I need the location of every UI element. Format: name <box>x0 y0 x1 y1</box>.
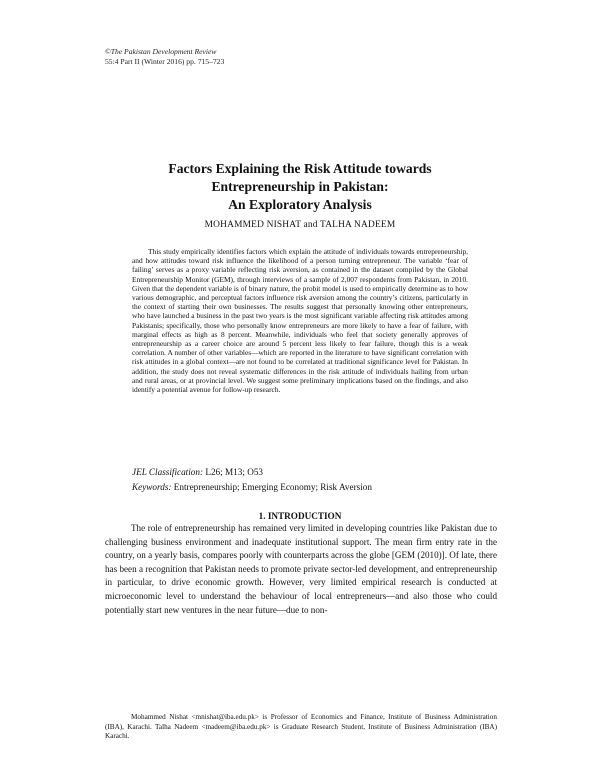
keywords-value: Entrepreneurship; Emerging Economy; Risk Aversion <box>171 482 372 492</box>
jel-classification <box>132 467 482 477</box>
title-line-1: Factors Explaining the Risk Attitude towards <box>168 161 432 176</box>
author-line: MOHAMMED NISHAT and TALHA NADEEM <box>204 220 396 230</box>
abstract: This study empirically identifies factors which explain the attitude of individuals towards entrepreneurship, and how attitudes toward risk influence the likelihood of a person turning entrepreneur. The variable ‘fear of failing’ serves as a proxy variable reflecting risk aversion, as contained in the dataset compiled by the Global Entrepreneurship Monitor (GEM), through interviews of a sample of 2,007 respondents from Pakistan, in 2010. Given that the dependent variable is of binary nature, the probit model is used to empirically determine as to how various demographic, and perceptual factors influence risk aversion among the country’s citizens, particularly in the context of starting their own businesses. The results suggest that personally knowing other entrepreneurs, who have launched a business in the past two years is the most significant variable affecting risk attitudes among Pakistanis; specifically, those who personally know entrepreneurs are more likely to have a fear of failure, with marginal effects as high as 8 percent. Meanwhile, individuals who feel that society generally approves of entrepreneurship as a career choice are around 5 percent less likely to fear failure, though this is a weak correlation. A number of other variables—which are reported in the literature to have significant correlation with risk attitudes in a global context—are not found to be correlated at traditional significance level for Pakistan. In addition, the study does not reveal systematic differences in the risk attitude of individuals hailing from urban and rural areas, or at provincial level. We suggest some preliminary implications based on the findings, and also identify a potential avenue for follow-up research. <box>132 247 468 395</box>
introduction-paragraph: The role of entrepreneurship has remained very limited in developing countries like Pakistan due to challenging business environment and inadequate institutional support. The mean firm entry rate in the country, on a yearly basis, compares poorly with counterparts across the globe [GEM (2010)]. Of late, there has been a recognition that Pakistan needs to promote private sector-led development, and entrepreneurship in particular, to drive economic growth. However, very limited empirical research is conducted at microeconomic level to understand the behaviour of local entrepreneurs—and also those who could potentially start new ventures in the near future—due to non- <box>105 523 497 615</box>
journal-header <box>105 47 224 67</box>
title-line-2: Entrepreneurship in Pakistan: <box>211 179 389 194</box>
jel-label: JEL Classification: <box>132 467 204 477</box>
title-line-3: An Exploratory Analysis <box>228 197 372 212</box>
journal-name: ©The Pakistan Development Review <box>105 47 217 56</box>
author-footnote: Mohammed Nishat <mnishat@iba.edu.pk> is Professor of Economics and Finance, Institute of Business Administration (IBA), Karachi. Talha Nadeem <tnadeem@iba.edu.pk> is Graduate Research Student, Institute of Business Administration (IBA) Karachi. <box>105 713 497 741</box>
section-heading: 1. INTRODUCTION <box>258 511 342 521</box>
paper-title <box>0 160 600 214</box>
jel-value: L26; M13; O53 <box>203 467 264 477</box>
journal-citation: 55:4 Part II (Winter 2016) pp. 715–723 <box>105 57 225 66</box>
keywords <box>132 482 482 492</box>
keywords-label: Keywords: <box>132 482 172 492</box>
